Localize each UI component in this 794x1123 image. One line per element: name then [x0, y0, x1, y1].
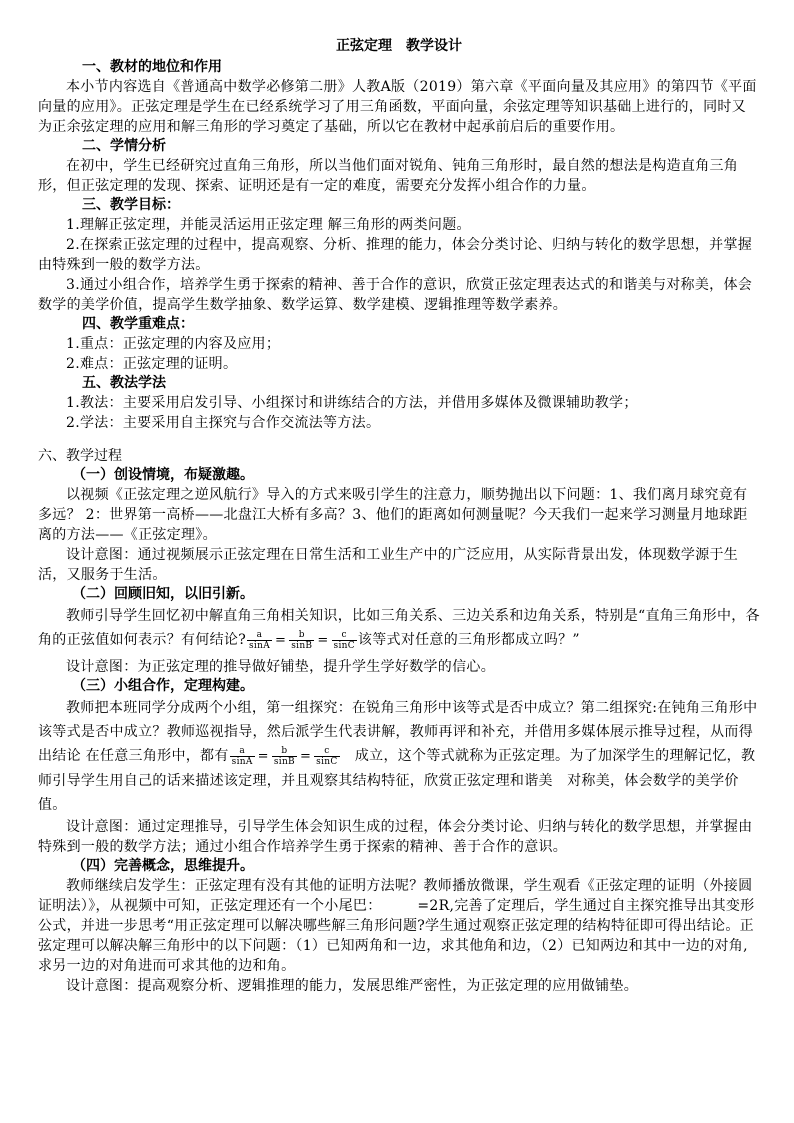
- section-heading-5: 五、教法学法: [82, 375, 166, 391]
- formula-fraction-a: $\frac{a}{\sin A}$: [249, 629, 271, 651]
- objective-item-3: 3.通过小组合作，培养学生勇于探索的精神、善于合作的意识，欣赏正弦定理表达式的和谐美与对称美，体会数学的美学价值，提高学生数学抽象、数学运算、数学建模、逻辑推理等数学素养。: [38, 277, 753, 313]
- formula-fraction-c: $\frac{c}{\sin C}$: [333, 629, 355, 651]
- key-point-item-1: 1.重点：正弦定理的内容及应用；: [66, 336, 281, 352]
- key-point-item-2: 2.难点：正弦定理的证明。: [66, 356, 238, 372]
- process-step-3-intent: 设计意图：通过定理推导，引导学生体会知识生成的过程，体会分类讨论、归纳与转化的数学思想，并掌握由特殊到一般的数学方法；通过小组合作培养学生勇于探索的精神、善于合作的意识。: [38, 819, 753, 855]
- process-step-2-paragraph: 教师引导学生回忆初中解直角三角相关知识，比如三角关系、三边关系和边角关系，特别是“直角三角形中，各角的正弦值如何表示？有何结论? $\frac{a}{\sin A}$ = $\frac{b}{\sin B}$ = $\frac{c}{\sin C}$ 该等式对任意的三角形都成立吗？”: [38, 608, 760, 651]
- theorem-fraction-c: $\frac{c}{\sin C}$: [316, 745, 338, 767]
- method-item-1: 1.教法：主要采用启发引导、小组探讨和讲练结合的方法，并借用多媒体及微课辅助教学；: [66, 395, 638, 411]
- process-step-3-paragraph: 教师把本班同学分成两个小组，第一组探究：在锐角三角形中该等式是否中成立？第二组探究:在钝角三角形中该等式是否中成立？教师巡视指导，然后派学生代表讲解，教师再评和补充，并借用多媒体展示推导过程，从而得出结论 在任意三角形中，都有 $\frac{a}{\sin A}$ = $\frac{b}{\sin B}$ = $\frac{c}{\sin C}$ 成立，这个等式就称为正弦定理。为了加深学生的理解记忆，教师引导学生用自己的话来描述该定理，并且观察其结构特征，欣赏正弦定理和谐美 对称美，体会数学的美学价值。: [38, 700, 758, 813]
- process-step-1-intent: 设计意图：通过视频展示正弦定理在日常生活和工业生产中的广泛应用，从实际背景出发，体现数学源于生活，又服务于生活。: [38, 547, 739, 583]
- process-step-3-text-a: 教师把本班同学分成两个小组，第一组探究：在锐角三角形中该等式是否中成立？第二组探究:在钝角三角形中该等式是否中成立？教师巡视指导，然后派学生代表讲解，教师再评和补充，并借用多媒体展示推导过程，从而得出结论 在任意三角形中，都有: [38, 700, 758, 764]
- section-heading-3: 三、教学目标：: [82, 197, 180, 213]
- process-step-3-heading: （三）小组合作，定理构建。: [72, 678, 254, 694]
- process-step-4-intent: 设计意图：提高观察分析、逻辑推理的能力，发展思维严密性，为正弦定理的应用做铺垫。: [66, 978, 638, 994]
- process-step-4-heading: （四）完善概念，思维提升。: [72, 858, 254, 874]
- section-heading-2: 二、学情分析: [82, 138, 166, 154]
- process-step-2-heading: （二）回顾旧知，以旧引新。: [72, 586, 254, 602]
- process-step-3-text-b: 成立，这个等式就称为正弦定理。为了加深学生的理解记忆，教师引导学生用自己的话来描述该定理，并且观察其结构特征，欣赏正弦定理和谐美 对称美，体会数学的美学价值。: [38, 748, 756, 813]
- theorem-fraction-b: $\frac{b}{\sin B}$: [273, 745, 295, 767]
- document-page: [38, 36, 760, 996]
- theorem-fraction-a: $\frac{a}{\sin A}$: [231, 745, 253, 767]
- document-title: 正弦定理 教学设计: [336, 38, 462, 54]
- section-1-paragraph: 本小节内容选自《普通高中数学必修第二册》人教A版（2019）第六章《平面向量及其应用》的第四节《平面向量的应用》。正弦定理是学生在已经系统学习了用三角函数，平面向量，余弦定理等知识基础上进行的，同时又为正余弦定理的应用和解三角形的学习奠定了基础，所以它在教材中起承前启后的重要作用。: [38, 79, 757, 135]
- section-heading-4: 四、教学重难点：: [82, 316, 194, 332]
- objective-item-2: 2.在探索正弦定理的过程中，提高观察、分析、推理的能力，体会分类讨论、归纳与转化的数学思想，并掌握由特殊到一般的数学方法。: [38, 237, 753, 273]
- objective-item-1: 1.理解正弦定理，并能灵活运用正弦定理 解三角形的两类问题。: [66, 217, 471, 233]
- process-step-2-intent: 设计意图：为正弦定理的推导做好铺垫，提升学生学好数学的信心。: [66, 659, 495, 675]
- section-2-paragraph: 在初中，学生已经研究过直角三角形，所以当他们面对锐角、钝角三角形时，最自然的想法是构造直角三角形，但正弦定理的发现、探索、证明还是有一定的难度，需要充分发挥小组合作的力量。: [38, 158, 739, 194]
- section-heading-1: 一、教材的地位和作用: [82, 59, 222, 75]
- process-step-1-heading: （一）创设情境，布疑激趣。: [72, 467, 254, 483]
- process-step-4-paragraph: 教师继续启发学生：正弦定理有没有其他的证明方法呢？教师播放微课，学生观看《正弦定理的证明（外接圆证明法）》，从视频中可知，正弦定理还有一个小尾巴： =2R,完善了定理后，学生通过自主探究推导出其变形公式，并进一步思考“用正弦定理可以解决哪些解三角形问题?学生通过观察正弦定理的结构特征即可得出结论。正弦定理可以解决解三角形中的以下问题：（1）已知两角和一边，求其他角和边，（2）已知两边和其中一边的对角,求另一边的对角进而可求其他的边和角。: [38, 878, 755, 974]
- process-step-2-text-b: 该等式对任意的三角形都成立吗？”: [357, 632, 580, 648]
- process-step-2-text-a: 教师引导学生回忆初中解直角三角相关知识，比如三角关系、三边关系和边角关系，特别是“直角三角形中，各角的正弦值如何表示？有何结论?: [38, 608, 760, 648]
- section-heading-6: 六、教学过程: [38, 448, 122, 464]
- method-item-2: 2.学法：主要采用自主探究与合作交流法等方法。: [66, 415, 381, 431]
- process-step-1-paragraph: 以视频《正弦定理之逆风航行》导入的方式来吸引学生的注意力，顺势抛出以下问题：1、我们离月球究竟有多远？ 2：世界第一高桥——北盘江大桥有多高？3、他们的距离如何测量呢？今天我们一起来学习测量月地球距离的方法——《正弦定理》。: [38, 487, 748, 543]
- formula-fraction-b: $\frac{b}{\sin B}$: [291, 629, 313, 651]
